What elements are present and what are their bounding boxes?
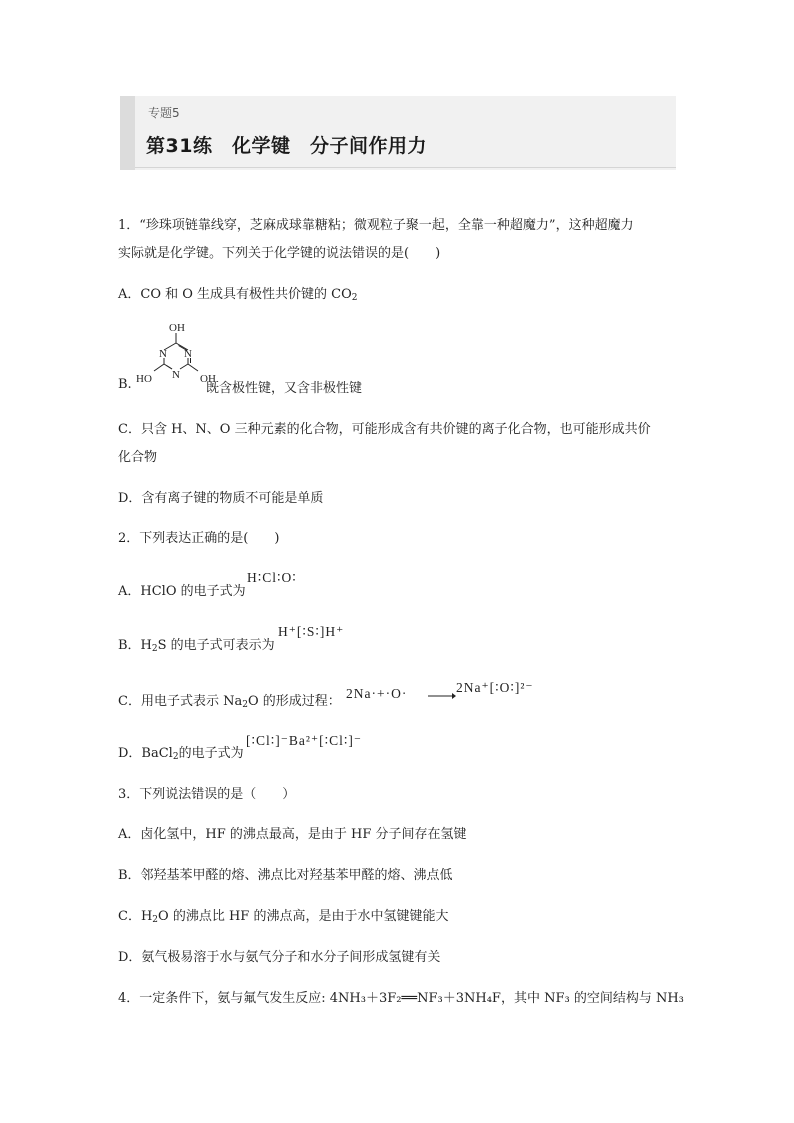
q1-option-a-sub: 2 [351, 293, 358, 303]
q3-stem: 3．下列说法错误的是（ ） [118, 787, 296, 802]
q3-option-c-suffix: O 的沸点比 HF 的沸点高，是由于水中氢键键能大 [158, 909, 449, 924]
q2-option-c-formula-right: 2Na⁺[∶O∶]²⁻ [456, 680, 534, 695]
series-label: 专题5 [148, 106, 180, 120]
q2-option-b-suffix: S 的电子式可表示为 [157, 638, 275, 653]
q2-option-c [118, 690, 341, 710]
q1-option-b-label: B. [118, 377, 132, 392]
mol-oh-left: HO [136, 373, 152, 385]
q4-stem: 4．一定条件下，氨与氟气发生反应: 4NH₃＋3F₂══NF₃＋3NH₄F，其中 NF₃ 的空间结构与 NH₃ [118, 991, 684, 1006]
q2-option-c-sub: 2 [242, 700, 248, 710]
q2-option-d-prefix: D．BaCl [118, 746, 173, 761]
q2-option-a-formula: H∶Cl∶O∶ [247, 570, 297, 585]
mol-n-right: N [184, 348, 192, 360]
q1-option-c-line2: 化合物 [118, 450, 158, 465]
q3-option-c-sub: 2 [152, 915, 159, 925]
q1-option-b-text: 既含极性键，又含非极性键 [206, 381, 363, 396]
q2-option-c-prefix: C．用电子式表示 Na [118, 694, 243, 709]
q3-option-c [118, 905, 448, 925]
q1-option-a-text: A．CO 和 O 生成具有极性共价键的 CO [118, 287, 352, 302]
q3-option-b: B．邻羟基苯甲醛的熔、沸点比对羟基苯甲醛的熔、沸点低 [118, 868, 453, 883]
q1-stem-line2: 实际就是化学键。下列关于化学键的说法错误的是( ) [118, 246, 441, 261]
q2-option-d-formula: [∶Cl∶]⁻Ba²⁺[∶Cl∶]⁻ [246, 733, 362, 748]
q2-option-b-sub: 2 [151, 644, 158, 654]
q2-option-d-sub: 2 [172, 752, 179, 762]
q1-stem-line1: 1．“珍珠项链靠线穿，芝麻成球靠糖粘；微观粒子聚一起，全靠一种超魔力”，这种超魔力 [118, 218, 634, 233]
q2-option-b-prefix: B．H [118, 638, 152, 653]
reaction-arrow-icon [428, 690, 456, 702]
mol-n-left: N [159, 348, 167, 360]
q1-option-d: D．含有离子键的物质不可能是单质 [118, 491, 324, 506]
mol-oh-right: OH [200, 373, 216, 385]
page-title: 第31练 化学键 分子间作用力 [146, 135, 427, 157]
q3-option-c-prefix: C．H [118, 909, 153, 924]
q3-option-d: D．氨气极易溶于水与氨气分子和水分子间形成氢键有关 [118, 950, 441, 965]
q1-option-a [118, 283, 358, 303]
q2-option-d-suffix: 的电子式为 [178, 746, 244, 761]
section-header [120, 96, 676, 170]
mol-oh-top: OH [169, 322, 185, 334]
header-accent-bar [120, 96, 135, 170]
q2-option-c-formula-left: 2Na·+·O· [346, 686, 408, 701]
q2-option-c-suffix: O 的形成过程： [247, 694, 341, 709]
q1-option-c-line1: C．只含 H、N、O 三种元素的化合物，可能形成含有共价键的离子化合物，也可能形成共价 [118, 422, 651, 437]
header-underline [135, 167, 676, 168]
q2-stem: 2．下列表达正确的是( ) [118, 531, 280, 546]
q2-option-a-text: A．HClO 的电子式为 [118, 584, 246, 599]
q2-option-b [118, 634, 275, 654]
q3-option-a: A．卤化氢中，HF 的沸点最高，是由于 HF 分子间存在氢键 [118, 827, 467, 842]
q2-option-b-formula: H⁺[∶S∶]H⁺ [278, 624, 345, 639]
mol-n-bottom: N [172, 369, 180, 381]
q2-option-d [118, 742, 244, 762]
